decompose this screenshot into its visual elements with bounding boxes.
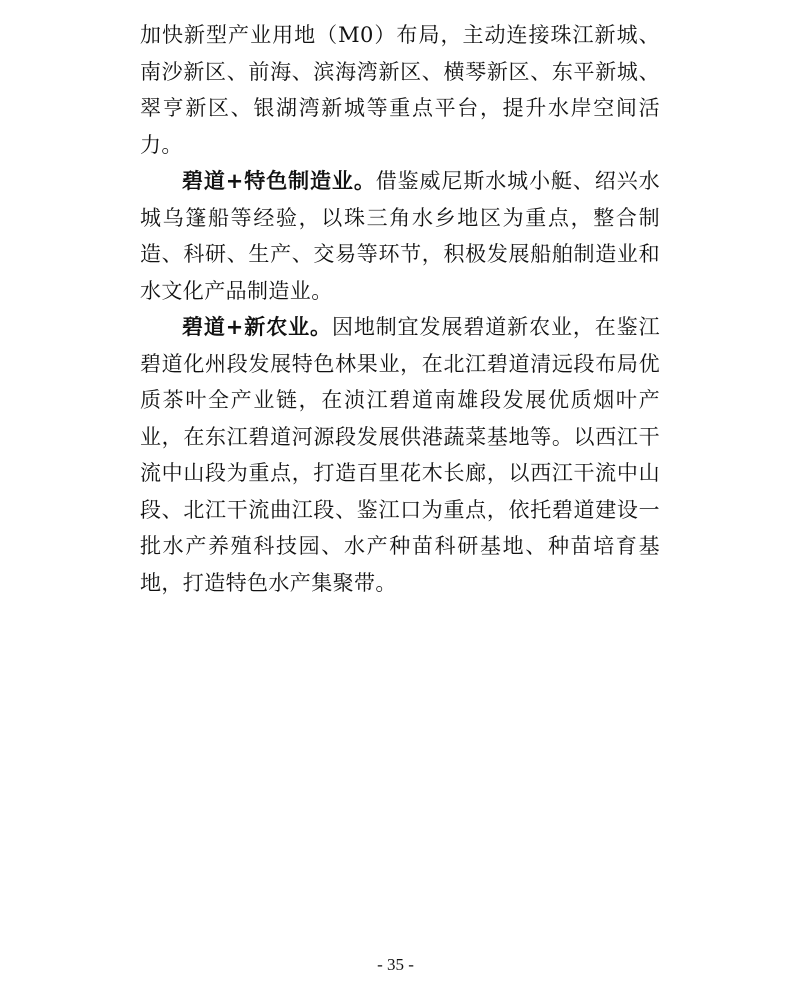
page-number: - 35 - bbox=[377, 955, 414, 974]
paragraph-new-agriculture bbox=[140, 309, 660, 601]
paragraph-text: 加快新型产业用地（M0）布局，主动连接珠江新城、南沙新区、前海、滨海湾新区、横琴新区、东平新城、翠亨新区、银湖湾新城等重点平台，提升水岸空间活力。 bbox=[140, 23, 660, 157]
paragraph-text: 因地制宜发展碧道新农业，在鉴江碧道化州段发展特色林果业，在北江碧道清远段布局优质茶叶全产业链，在浈江碧道南雄段发展优质烟叶产业，在东江碧道河源段发展供港蔬菜基地等。以西江干流中山段为重点，打造百里花木长廊，以西江干流中山段、北江干流曲江段、鉴江口为重点，依托碧道建设一批水产养殖科技园、水产种苗科研基地、种苗培育基地，打造特色水产集聚带。 bbox=[140, 315, 660, 595]
paragraph-text: 借鉴威尼斯水城小艇、绍兴水城乌篷船等经验，以珠三角水乡地区为重点，整合制造、科研、生产、交易等环节，积极发展船舶制造业和水文化产品制造业。 bbox=[140, 169, 661, 303]
paragraph-heading: 碧道+新农业。 bbox=[182, 315, 332, 339]
paragraph-continuation bbox=[140, 17, 660, 163]
paragraph-heading: 碧道+特色制造业。 bbox=[182, 169, 376, 193]
paragraph-special-manufacturing bbox=[140, 163, 660, 309]
document-body bbox=[140, 17, 660, 601]
